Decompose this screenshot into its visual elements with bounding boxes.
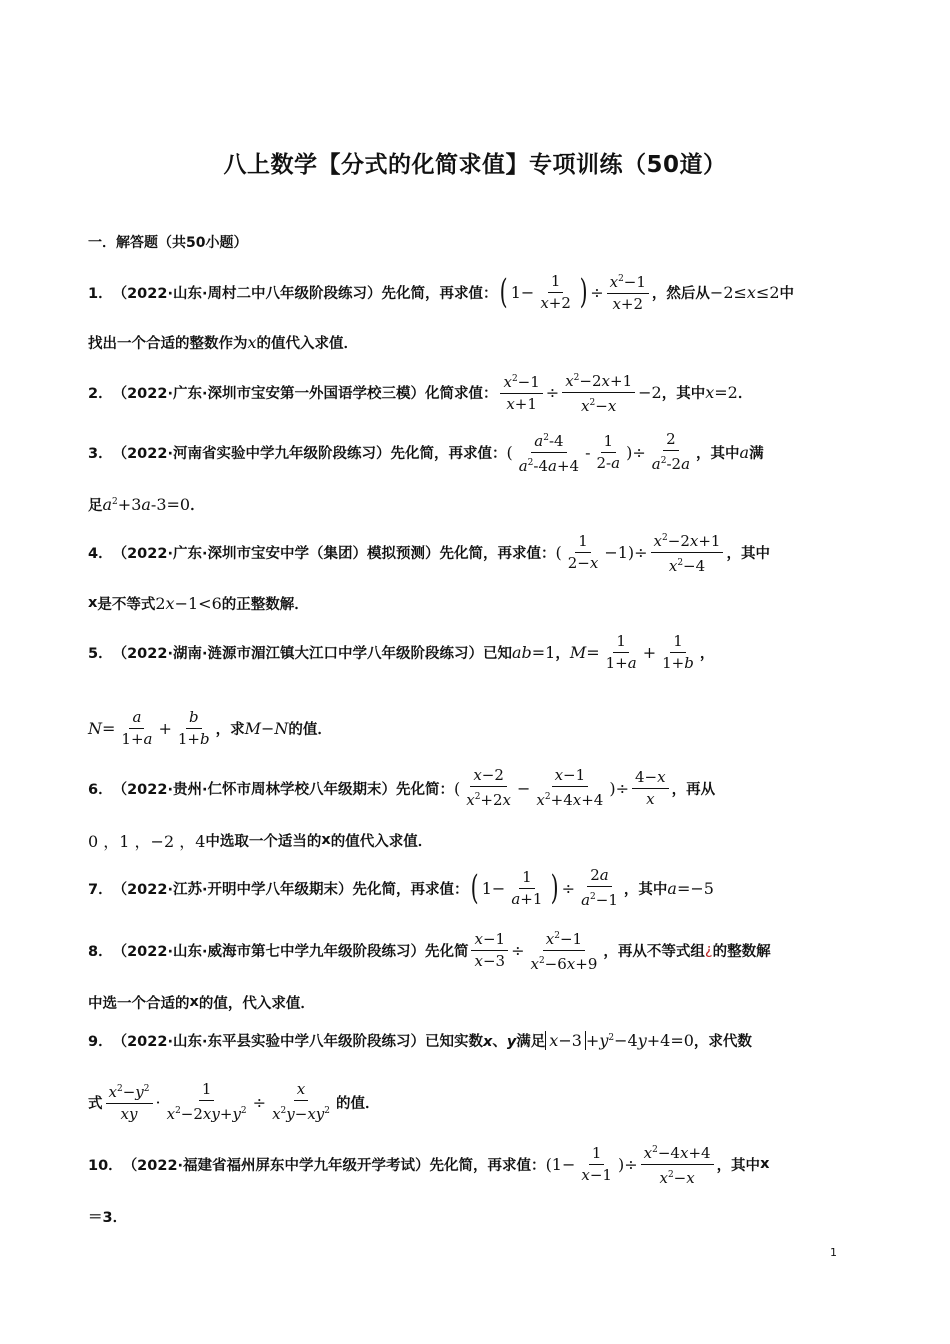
problem-1-line-2: 找出一个合适的整数作为 x 的值代入求值． bbox=[88, 332, 359, 352]
page-number: 1 bbox=[830, 1246, 837, 1259]
problem-5-line-1: 5． （2022·湖南·涟源市湄江镇大江口中学八年级阶段练习）已知 ab=1 ， M= $\frac{1}{1+a}$ + $\frac{1}{1+b}$ ， bbox=[88, 631, 715, 672]
section-heading: 一．解答题（共50小题） bbox=[88, 235, 248, 251]
problem-3-line-2: 足 $a^2+3a-3=0$ ． bbox=[88, 494, 205, 514]
problem-5-line-2: N= $\frac{a}{1+a}$ + $\frac{b}{1+b}$ ，求 M−N 的值． bbox=[88, 707, 332, 748]
problem-9-line-2: 式 $\frac{x^2-y^2}{xy}$ · $\frac{1}{x^2-2xy+y^2}$ ÷ $\frac{x}{x^2y-xy^2}$ 的值． bbox=[88, 1080, 380, 1123]
problem-1-line-1: 1． （2022·山东·周村二中八年级阶段练习）先化简，再求值： ( 1− $\frac{1}{x+2}$ ) ÷ $\frac{x^2-1}{x+2}$ ，然后从 −2≤x≤2 中 bbox=[88, 271, 795, 313]
problem-8-line-1: 8． （2022·山东·威海市第七中学九年级阶段练习）先化简 $\frac{x-1}{x-3}$ ÷ $\frac{x^2-1}{x^2-6x+9}$ ，再从不等式组 ¿ 的整数解 bbox=[88, 928, 858, 972]
problem-6-line-2: 0 ，1 ，−2 ，4 中选取一个适当的 x 的值代入求值． bbox=[88, 831, 433, 851]
problem-4-line-1: 4． （2022·广东·深圳市宝安中学（集团）模拟预测）先化简，再求值： ( $\frac{1}{2-x}$ −1)÷ $\frac{x^2-2x+1}{x^2-4}$ ，其中 bbox=[88, 530, 858, 574]
problem-4-line-2: x 是不等式 2x−1<6 的正整数解． bbox=[88, 593, 309, 613]
problem-3-line-1: 3． （2022·河南省实验中学九年级阶段练习）先化简，再求值： ( $\frac{a^2-4}{a^2-4a+4}$ - $\frac{1}{2-a}$ )÷ $\frac{2}{a^2-2a}$ ，其中 a 满 bbox=[88, 430, 764, 475]
problem-6-line-1: 6． （2022·贵州·仁怀市周林学校八年级期末）先化简： ( $\frac{x-2}{x^2+2x}$ − $\frac{x-1}{x^2+4x+4}$ )÷ $\frac{4-x}{x}$ ，再从 bbox=[88, 766, 716, 809]
problem-7: 7． （2022·江苏·开明中学八年级期末）先化简，再求值： ( 1− $\frac{1}{a+1}$ ) ÷ $\frac{2a}{a^2-1}$ ，其中 a=−5 bbox=[88, 866, 714, 909]
problem-8-line-2: 中选一个合适的 x 的值，代入求值． bbox=[88, 994, 315, 1012]
problem-10-line-1: 10． （2022·福建省福州屏东中学九年级开学考试）先化简，再求值： (1− $\frac{1}{x-1}$ )÷ $\frac{x^2-4x+4}{x^2-x}$ ，其中 x bbox=[88, 1142, 858, 1186]
problem-10-line-2: ＝3． bbox=[88, 1209, 128, 1226]
problem-2: 2． （2022·广东·深圳市宝安第一外国语学校三模）化简求值： $\frac{x^2-1}{x+1}$ ÷ $\frac{x^2-2x+1}{x^2-x}$ −2 ，其中 x=2 ． bbox=[88, 370, 858, 414]
page-title: 八上数学【分式的化简求值】专项训练（50道） bbox=[223, 152, 727, 178]
problem-9-line-1: 9． （2022·山东·东平县实验中学八年级阶段练习）已知实数 x、y 满足 $x-3 +y^2-4y+4=0$ ，求代数 bbox=[88, 1030, 752, 1050]
